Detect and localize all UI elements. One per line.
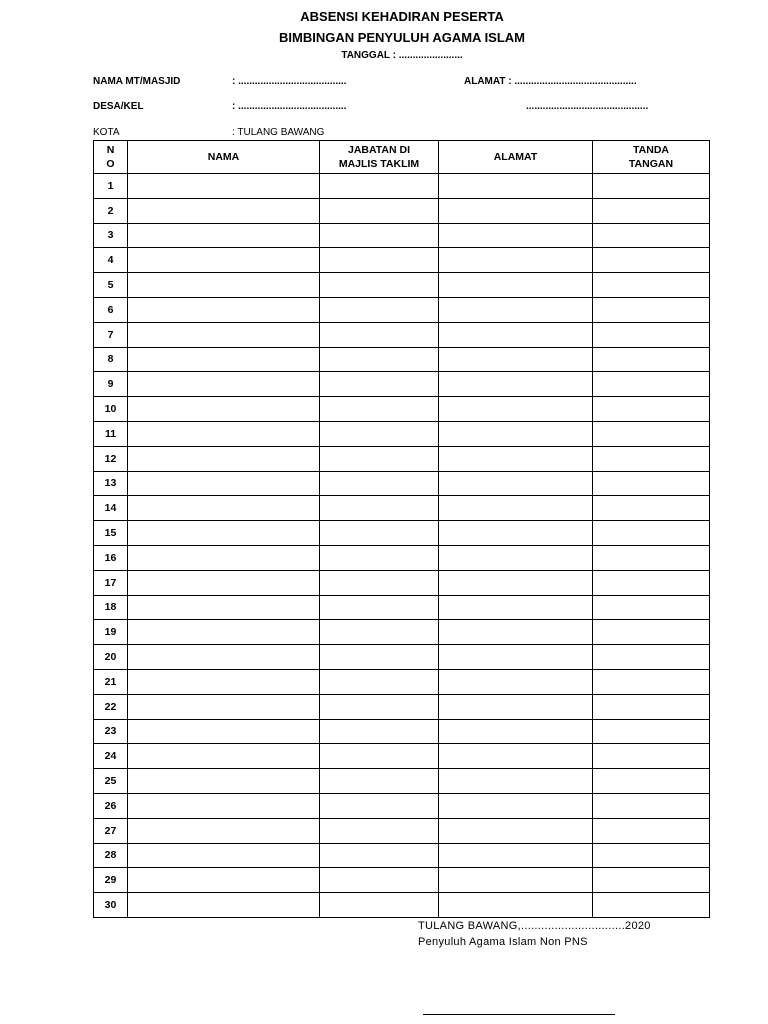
table-row [94,248,710,273]
cell-no: 14 [94,496,128,521]
cell-nama [128,545,320,570]
header-tanda-tangan: TANDA TANGAN [593,141,710,174]
signature-line [423,1014,615,1015]
cell-no: 4 [94,248,128,273]
cell-jabatan [320,570,439,595]
table-row [94,198,710,223]
cell-jabatan [320,322,439,347]
cell-no: 23 [94,719,128,744]
cell-nama [128,273,320,298]
cell-no: 15 [94,521,128,546]
cell-no: 30 [94,893,128,918]
cell-tanda-tangan [593,174,710,199]
table-row [94,744,710,769]
desa-value: : ....................................... [232,101,347,112]
cell-no: 29 [94,868,128,893]
cell-nama [128,793,320,818]
cell-jabatan [320,496,439,521]
cell-no: 26 [94,793,128,818]
cell-nama [128,843,320,868]
cell-tanda-tangan [593,421,710,446]
cell-nama [128,645,320,670]
kota-label: KOTA [93,127,120,138]
document-subtitle: BIMBINGAN PENYULUH AGAMA ISLAM [278,30,526,45]
date-line: TANGGAL : ....................... [341,50,463,61]
table-row [94,372,710,397]
cell-jabatan [320,273,439,298]
cell-alamat [439,793,593,818]
cell-jabatan [320,446,439,471]
table-row [94,793,710,818]
cell-no: 28 [94,843,128,868]
cell-nama [128,198,320,223]
cell-nama [128,397,320,422]
cell-jabatan [320,868,439,893]
header-no: N O [94,141,128,174]
cell-no: 24 [94,744,128,769]
cell-nama [128,719,320,744]
cell-no: 8 [94,347,128,372]
cell-tanda-tangan [593,769,710,794]
cell-no: 11 [94,421,128,446]
desa-label: DESA/KEL [93,101,144,112]
cell-alamat [439,223,593,248]
table-row [94,719,710,744]
cell-alamat [439,372,593,397]
cell-tanda-tangan [593,322,710,347]
cell-tanda-tangan [593,397,710,422]
cell-tanda-tangan [593,595,710,620]
cell-no: 16 [94,545,128,570]
cell-alamat [439,446,593,471]
cell-tanda-tangan [593,521,710,546]
cell-alamat [439,843,593,868]
cell-nama [128,818,320,843]
cell-tanda-tangan [593,669,710,694]
cell-jabatan [320,645,439,670]
cell-alamat [439,496,593,521]
cell-jabatan [320,397,439,422]
table-row [94,446,710,471]
cell-tanda-tangan [593,620,710,645]
cell-alamat [439,273,593,298]
cell-jabatan [320,223,439,248]
header-jabatan: JABATAN DI MAJLIS TAKLIM [320,141,439,174]
cell-tanda-tangan [593,273,710,298]
table-row [94,868,710,893]
cell-alamat [439,868,593,893]
cell-alamat [439,545,593,570]
cell-alamat [439,471,593,496]
cell-no: 10 [94,397,128,422]
cell-nama [128,248,320,273]
cell-alamat [439,570,593,595]
cell-alamat [439,174,593,199]
cell-nama [128,471,320,496]
cell-alamat [439,421,593,446]
table-row [94,297,710,322]
table-row [94,471,710,496]
cell-tanda-tangan [593,868,710,893]
cell-jabatan [320,198,439,223]
cell-alamat [439,769,593,794]
cell-alamat [439,521,593,546]
cell-jabatan [320,744,439,769]
cell-tanda-tangan [593,570,710,595]
cell-tanda-tangan [593,223,710,248]
cell-no: 25 [94,769,128,794]
table-row [94,347,710,372]
table-row [94,843,710,868]
table-row [94,496,710,521]
cell-tanda-tangan [593,297,710,322]
nama-mt-label: NAMA MT/MASJID [93,76,181,87]
cell-nama [128,496,320,521]
cell-no: 1 [94,174,128,199]
table-row [94,521,710,546]
table-row [94,322,710,347]
footer-place-date: TULANG BAWANG,...............................2020 [418,920,651,932]
cell-no: 3 [94,223,128,248]
cell-no: 7 [94,322,128,347]
cell-alamat [439,744,593,769]
cell-tanda-tangan [593,446,710,471]
table-row [94,620,710,645]
cell-nama [128,893,320,918]
cell-jabatan [320,843,439,868]
cell-nama [128,694,320,719]
cell-jabatan [320,595,439,620]
cell-nama [128,421,320,446]
cell-alamat [439,297,593,322]
cell-no: 17 [94,570,128,595]
cell-alamat [439,620,593,645]
alamat-continuation: ............................................ [526,101,649,112]
cell-jabatan [320,174,439,199]
cell-tanda-tangan [593,347,710,372]
cell-jabatan [320,669,439,694]
cell-alamat [439,669,593,694]
cell-no: 19 [94,620,128,645]
cell-no: 13 [94,471,128,496]
table-row [94,893,710,918]
cell-alamat [439,248,593,273]
cell-jabatan [320,248,439,273]
table-row [94,769,710,794]
cell-tanda-tangan [593,645,710,670]
header-nama: NAMA [128,141,320,174]
cell-jabatan [320,694,439,719]
cell-tanda-tangan [593,893,710,918]
cell-no: 18 [94,595,128,620]
attendance-table [93,140,710,918]
cell-tanda-tangan [593,372,710,397]
cell-jabatan [320,620,439,645]
cell-jabatan [320,347,439,372]
cell-jabatan [320,372,439,397]
table-row [94,273,710,298]
cell-jabatan [320,818,439,843]
cell-jabatan [320,719,439,744]
cell-no: 9 [94,372,128,397]
cell-jabatan [320,893,439,918]
cell-tanda-tangan [593,694,710,719]
cell-alamat [439,347,593,372]
table-row [94,223,710,248]
cell-jabatan [320,521,439,546]
cell-no: 2 [94,198,128,223]
cell-no: 5 [94,273,128,298]
cell-nama [128,595,320,620]
cell-no: 20 [94,645,128,670]
table-header-row [94,141,710,174]
cell-jabatan [320,793,439,818]
cell-nama [128,223,320,248]
cell-jabatan [320,769,439,794]
table-row [94,421,710,446]
cell-tanda-tangan [593,843,710,868]
cell-nama [128,744,320,769]
cell-alamat [439,719,593,744]
cell-nama [128,446,320,471]
cell-tanda-tangan [593,471,710,496]
cell-nama [128,372,320,397]
cell-tanda-tangan [593,198,710,223]
cell-jabatan [320,297,439,322]
cell-nama [128,322,320,347]
cell-alamat [439,322,593,347]
cell-alamat [439,818,593,843]
cell-no: 6 [94,297,128,322]
cell-alamat [439,595,593,620]
header-alamat: ALAMAT [439,141,593,174]
cell-nama [128,620,320,645]
cell-tanda-tangan [593,744,710,769]
cell-alamat [439,694,593,719]
cell-jabatan [320,471,439,496]
cell-no: 21 [94,669,128,694]
table-row [94,818,710,843]
cell-tanda-tangan [593,793,710,818]
cell-nama [128,669,320,694]
table-row [94,694,710,719]
cell-nama [128,347,320,372]
cell-no: 27 [94,818,128,843]
table-row [94,397,710,422]
cell-alamat [439,645,593,670]
cell-nama [128,769,320,794]
cell-alamat [439,893,593,918]
document-title: ABSENSI KEHADIRAN PESERTA [300,9,504,24]
cell-tanda-tangan [593,818,710,843]
footer-role: Penyuluh Agama Islam Non PNS [418,936,588,948]
table-row [94,174,710,199]
cell-alamat [439,397,593,422]
kota-value: : TULANG BAWANG [232,127,325,138]
cell-nama [128,174,320,199]
cell-tanda-tangan [593,545,710,570]
table-row [94,669,710,694]
table-row [94,570,710,595]
cell-tanda-tangan [593,248,710,273]
cell-no: 12 [94,446,128,471]
table-row [94,645,710,670]
nama-mt-value: : ....................................... [232,76,347,87]
cell-nama [128,297,320,322]
cell-jabatan [320,545,439,570]
table-row [94,595,710,620]
cell-nama [128,570,320,595]
cell-nama [128,868,320,893]
cell-jabatan [320,421,439,446]
table-row [94,545,710,570]
cell-alamat [439,198,593,223]
cell-nama [128,521,320,546]
cell-tanda-tangan [593,496,710,521]
cell-tanda-tangan [593,719,710,744]
alamat-label: ALAMAT : ............................................ [464,76,637,87]
cell-no: 22 [94,694,128,719]
